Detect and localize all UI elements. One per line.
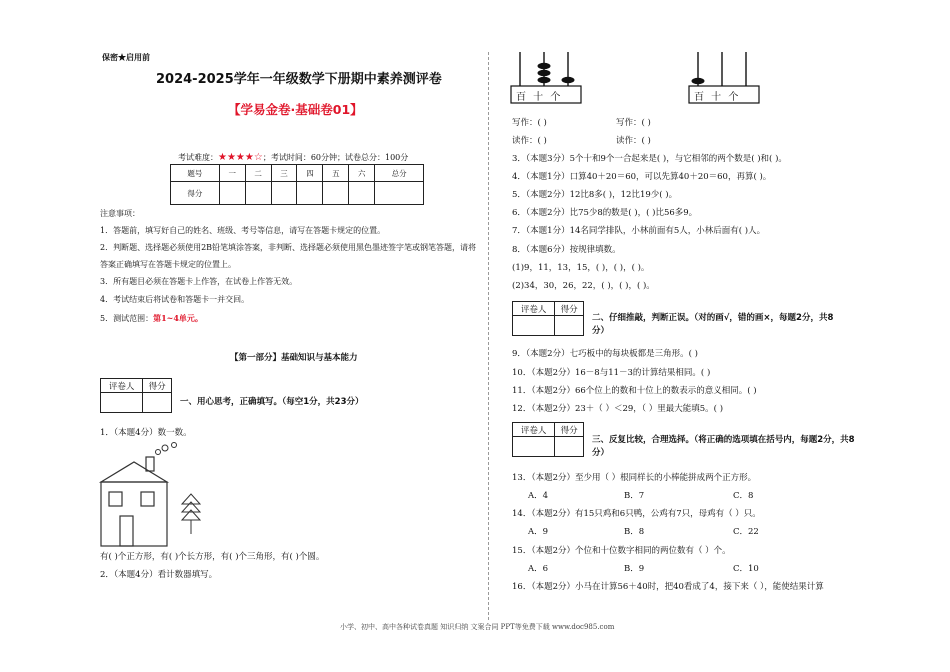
option-b[interactable]: B．9 bbox=[624, 564, 645, 574]
bead bbox=[692, 78, 705, 84]
bead bbox=[562, 77, 575, 83]
question-11: 11．（本题2分）66个位上的数和十位上的数表示的意义相同。( ) bbox=[512, 386, 757, 396]
abacus-left-labels: 百 十 个 bbox=[516, 92, 563, 103]
question-1: 1．（本题4分）数一数。 bbox=[100, 428, 192, 438]
grader-cell[interactable] bbox=[513, 437, 555, 457]
smoke-circle bbox=[156, 450, 161, 455]
score-cell[interactable] bbox=[555, 437, 584, 457]
score-cell[interactable] bbox=[143, 393, 172, 413]
bead bbox=[538, 77, 551, 83]
score-label: 得分 bbox=[555, 302, 584, 316]
section1-title: 一、用心思考，正确填写。（每空1分，共23分） bbox=[180, 397, 364, 407]
grader-label: 评卷人 bbox=[513, 302, 555, 316]
option-a[interactable]: A．9 bbox=[528, 527, 549, 537]
question-3: 3．（本题3分）5个十和9个一合起来是( )，与它相邻的两个数是( )和( )。 bbox=[512, 154, 787, 164]
write-answer-2: 写作：( ) bbox=[616, 118, 651, 128]
score-cell[interactable] bbox=[297, 182, 323, 205]
score-label: 得分 bbox=[143, 379, 172, 393]
score-cell: 三 bbox=[271, 165, 297, 182]
difficulty-label: 考试难度： bbox=[178, 153, 218, 162]
score-cell: 题号 bbox=[171, 165, 220, 182]
question-8a: (1)9，11，13，15，( )，( )，( )。 bbox=[512, 263, 650, 273]
smoke-circle bbox=[162, 445, 168, 451]
score-cell[interactable] bbox=[375, 182, 424, 205]
section2-title: 二、仔细推敲，判断正误。（对的画√，错的画×，每题2分，共8 bbox=[592, 313, 834, 323]
window-square bbox=[109, 492, 122, 506]
note-item: 3．所有题目必须在答题卡上作答，在试卷上作答无效。 bbox=[100, 277, 298, 286]
grader-box bbox=[100, 378, 172, 413]
question-16: 16．（本题2分）小马在计算56＋40时，把40看成了4，接下来（ ），能使结果计算 bbox=[512, 582, 824, 592]
score-cell: 二 bbox=[245, 165, 271, 182]
score-cell: 四 bbox=[297, 165, 323, 182]
read-answer-1: 读作：( ) bbox=[512, 136, 547, 146]
option-b[interactable]: B．7 bbox=[624, 491, 645, 501]
scope-label: 5．测试范围： bbox=[100, 314, 154, 323]
score-label: 得分 bbox=[555, 423, 584, 437]
question-1-answer: 有( )个正方形，有( )个长方形，有( )个三角形，有( )个圆。 bbox=[100, 552, 325, 562]
part1-title: 【第一部分】基础知识与基本能力 bbox=[230, 353, 358, 363]
grader-label: 评卷人 bbox=[513, 423, 555, 437]
score-table bbox=[170, 164, 424, 205]
question-4: 4．（本题1分）口算40＋20＝60，可以先算40＋20＝60，再算( )。 bbox=[512, 172, 772, 182]
question-8b: (2)34，30，26，22，( )，( )，( )。 bbox=[512, 281, 655, 291]
score-cell[interactable] bbox=[219, 182, 245, 205]
door-rectangle bbox=[120, 516, 133, 546]
option-c[interactable]: C．8 bbox=[733, 491, 754, 501]
time-and-score: ；考试时间：60分钟；试卷总分：100分 bbox=[262, 153, 409, 162]
confidential-label: 保密★启用前 bbox=[102, 52, 150, 62]
bead bbox=[538, 70, 551, 76]
section3-title-cont: 分） bbox=[592, 448, 610, 458]
score-cell: 六 bbox=[349, 165, 375, 182]
exam-info bbox=[178, 153, 408, 163]
window-square bbox=[141, 492, 154, 506]
question-2: 2．（本题4分）看计数器填写。 bbox=[100, 570, 218, 580]
question-13: 13．（本题2分）至少用（ ）根同样长的小棒能拼成两个正方形。 bbox=[512, 473, 757, 483]
question-14: 14．（本题2分）有15只鸡和6只鸭，公鸡有7只，母鸡有（ ）只。 bbox=[512, 509, 761, 519]
note-item: 答案正确填写在答题卡规定的位置上。 bbox=[100, 260, 236, 269]
option-c[interactable]: C．22 bbox=[733, 527, 759, 537]
option-a[interactable]: A．6 bbox=[528, 564, 549, 574]
option-b[interactable]: B．8 bbox=[624, 527, 645, 537]
score-cell: 得分 bbox=[171, 182, 220, 205]
option-c[interactable]: C．10 bbox=[733, 564, 759, 574]
question-6: 6．（本题2分）比75少8的数是( )，( )比56多9。 bbox=[512, 208, 698, 218]
column-divider bbox=[488, 52, 489, 620]
page-subtitle: 【学易金卷·基础卷01】 bbox=[228, 102, 363, 117]
note-scope bbox=[100, 313, 203, 324]
footer-text: 小学、初中、高中各种试卷真题 知识归纳 文案合同 PPT等免费下载 www.doc985.com bbox=[340, 623, 615, 631]
read-answer-2: 读作：( ) bbox=[616, 136, 651, 146]
smoke-circle bbox=[172, 443, 177, 448]
score-cell: 总分 bbox=[375, 165, 424, 182]
question-7: 7．（本题1分）14名同学排队，小林前面有5人，小林后面有( )人。 bbox=[512, 226, 766, 236]
abacus-right-labels: 百 十 个 bbox=[694, 92, 741, 103]
question-12: 12．（本题2分）23＋（ ）＜29，（ ）里最大能填5。( ) bbox=[512, 404, 724, 414]
question-15: 15．（本题2分）个位和十位数字相同的两位数有（ ）个。 bbox=[512, 546, 731, 556]
section3-title: 三、反复比较，合理选择。（将正确的选项填在括号内，每题2分，共8 bbox=[592, 435, 855, 445]
roof-triangle bbox=[101, 462, 167, 482]
chimney-rectangle bbox=[146, 457, 154, 471]
note-item: 4．考试结束后将试卷和答题卡一并交回。 bbox=[100, 295, 250, 304]
difficulty-stars: ★★★★☆ bbox=[218, 152, 263, 163]
grader-label: 评卷人 bbox=[101, 379, 143, 393]
score-cell[interactable] bbox=[555, 316, 584, 336]
grader-box bbox=[512, 422, 584, 457]
grader-box bbox=[512, 301, 584, 336]
section2-title-cont: 分） bbox=[592, 326, 610, 336]
notes-title: 注意事项： bbox=[100, 209, 140, 218]
score-cell[interactable] bbox=[245, 182, 271, 205]
score-cell: 五 bbox=[323, 165, 349, 182]
scope-value: 第1~4单元。 bbox=[153, 313, 203, 323]
house-figure bbox=[98, 442, 218, 548]
page-title: 2024-2025学年一年级数学下册期中素养测评卷 bbox=[156, 72, 442, 87]
note-item: 1．答题前，填写好自己的姓名、班级、考号等信息，请写在答题卡规定的位置。 bbox=[100, 226, 386, 235]
score-cell[interactable] bbox=[349, 182, 375, 205]
question-10: 10．（本题2分）16－8与11－3的计算结果相同。( ) bbox=[512, 368, 711, 378]
question-9: 9．（本题2分）七巧板中的每块板都是三角形。( ) bbox=[512, 349, 698, 359]
write-answer-1: 写作：( ) bbox=[512, 118, 547, 128]
score-cell[interactable] bbox=[271, 182, 297, 205]
question-8: 8．（本题6分）按规律填数。 bbox=[512, 245, 621, 255]
grader-cell[interactable] bbox=[513, 316, 555, 336]
grader-cell[interactable] bbox=[101, 393, 143, 413]
score-cell: 一 bbox=[219, 165, 245, 182]
bead bbox=[538, 63, 551, 69]
question-5: 5．（本题2分）12比8多( )，12比19少( )。 bbox=[512, 190, 678, 200]
note-item: 2．判断题、选择题必须使用2B铅笔填涂答案，非判断、选择题必须使用黑色墨迹签字笔或钢笔答题，请将 bbox=[100, 243, 477, 252]
option-a[interactable]: A．4 bbox=[528, 491, 549, 501]
score-cell[interactable] bbox=[323, 182, 349, 205]
